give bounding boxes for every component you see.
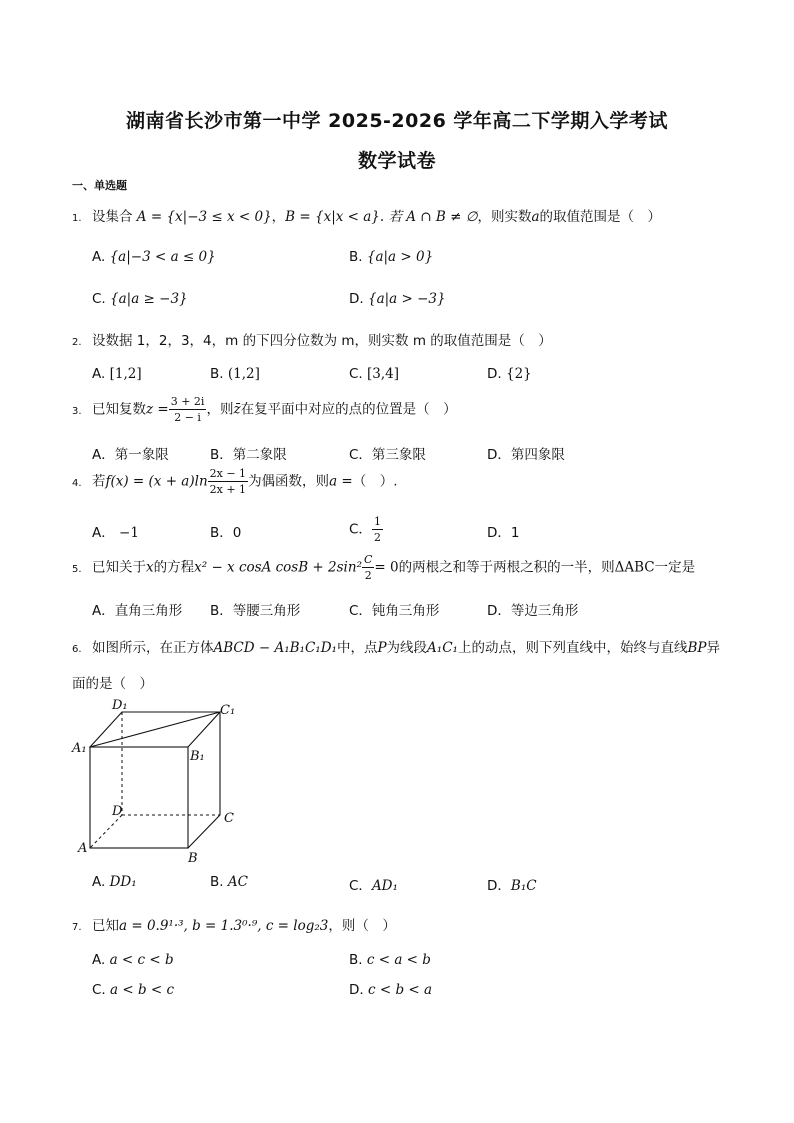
option-value: a < c < b — [109, 952, 174, 968]
q1-condition: . 若 A ∩ B ≠ ∅ — [379, 209, 478, 225]
option-value: {a|a ≥ −3} — [110, 291, 188, 307]
q1-end: 的取值范围是（ ） — [539, 209, 662, 225]
q3-pre: 已知复数 — [92, 401, 146, 418]
question-number: 4. — [72, 477, 82, 489]
option-letter: D. — [487, 366, 502, 382]
q4-fraction — [208, 466, 248, 497]
q3-zbar: z̄ — [233, 401, 241, 418]
q1-option-d[interactable] — [349, 291, 446, 307]
question-number: 7. — [72, 922, 82, 933]
q1-option-b[interactable] — [349, 249, 433, 265]
numerator: 1 — [373, 515, 381, 528]
question-1 — [72, 205, 661, 225]
question-number: 3. — [72, 405, 82, 417]
q6-cube: ABCD − A₁B₁C₁D₁ — [213, 640, 337, 656]
q6-option-a[interactable] — [92, 874, 137, 890]
q5-mid: 的方程 — [153, 559, 195, 576]
denominator: 2x + 1 — [209, 483, 247, 496]
q3-post: ，则 — [206, 401, 234, 418]
edge-ad — [90, 815, 122, 848]
cube-figure — [70, 694, 250, 866]
q3-option-d[interactable]: D．第四象限 — [487, 447, 565, 463]
q4-option-b[interactable]: B．0 — [210, 525, 242, 541]
q2-option-d[interactable] — [487, 366, 532, 382]
option-value: {a|a > −3} — [367, 291, 446, 307]
q4-option-d[interactable]: D．1 — [487, 525, 520, 541]
option-value: a < b < c — [110, 982, 175, 998]
denominator: 2 − i — [174, 411, 201, 424]
q6-segment: A₁C₁ — [427, 640, 458, 656]
label-a1: A₁ — [72, 741, 87, 756]
option-value: B₁C — [510, 878, 537, 894]
option-value: AC — [227, 874, 248, 890]
q5-end2: 一定是 — [654, 559, 696, 576]
question-5 — [72, 552, 695, 583]
question-3 — [72, 394, 457, 425]
q1-set-b: B = {x|x < a} — [285, 209, 380, 225]
q3-option-a[interactable]: A．第一象限 — [92, 447, 169, 463]
q4-pre: 若 — [92, 473, 106, 490]
q1-set-a: A = {x|−3 ≤ x < 0} — [136, 209, 272, 225]
numerator: 3 + 2i — [170, 395, 205, 408]
question-4 — [72, 466, 398, 497]
option-letter: C. — [349, 366, 363, 382]
q6-option-b[interactable] — [210, 874, 248, 890]
numerator: C — [363, 553, 373, 566]
q6-option-c[interactable] — [349, 874, 398, 894]
q6-end: 上的动点，则下列直线中，始终与直线 — [457, 640, 688, 656]
q1-pre: 设集合 — [92, 209, 133, 225]
question-number: 6. — [72, 644, 82, 655]
q1-var: a — [531, 209, 540, 225]
q6-mid2: 为线段 — [386, 640, 428, 656]
option-letter: C． — [349, 521, 372, 538]
q5-option-d[interactable]: D．等边三角形 — [487, 603, 579, 619]
option-letter: D. — [349, 291, 364, 307]
option-letter: B. — [349, 952, 363, 968]
option-value: [3,4] — [367, 366, 400, 382]
option-letter: C. — [92, 291, 106, 307]
q4-function: f(x) = (x + a)ln — [105, 473, 208, 490]
q7-end: ，则（ ） — [328, 918, 396, 934]
q3-option-b[interactable]: B．第二象限 — [210, 447, 287, 463]
label-d: D — [112, 804, 123, 819]
option-value: {a|−3 < a ≤ 0} — [109, 249, 216, 265]
q1-post: ，则实数 — [477, 209, 532, 225]
q2-option-a[interactable] — [92, 366, 142, 382]
label-c: C — [224, 811, 234, 826]
option-letter: A. — [92, 952, 106, 968]
question-6-line2: 面的是（ ） — [72, 676, 153, 692]
q6-point-p: P — [377, 640, 387, 656]
q4-a: a = — [329, 473, 353, 490]
q5-triangle: ΔABC — [614, 559, 655, 576]
option-value: {a|a > 0} — [366, 249, 434, 265]
option-value: AD₁ — [371, 878, 398, 894]
label-c1: C₁ — [220, 703, 236, 718]
q2-option-b[interactable] — [210, 366, 260, 382]
q4-option-c[interactable] — [349, 514, 383, 545]
q6-option-d[interactable] — [487, 874, 537, 894]
question-2 — [72, 329, 552, 349]
question-number: 1. — [72, 213, 82, 224]
diagonal-a1c1 — [90, 712, 220, 747]
q5-equation-end: = 0 — [374, 559, 399, 576]
q4-end: （ ）. — [352, 473, 398, 490]
option-letter: B. — [210, 366, 224, 382]
q3-z: z = — [146, 401, 169, 418]
option-letter: D． — [487, 878, 511, 894]
q6-mid: 中，点 — [336, 640, 378, 656]
q2-option-c[interactable] — [349, 366, 399, 382]
exam-subtitle: 数学试卷 — [357, 150, 436, 172]
option-letter: A. — [92, 249, 106, 265]
q7-option-d[interactable] — [349, 982, 432, 998]
q5-option-a[interactable]: A．直角三角形 — [92, 603, 183, 619]
q1-option-a[interactable] — [92, 249, 216, 265]
option-value: −1 — [119, 525, 139, 541]
q3-fraction — [169, 394, 207, 425]
option-value: {2} — [505, 366, 532, 382]
exam-title: 湖南省长沙市第一中学 2025-2026 学年高二下学期入学考试 — [126, 110, 668, 132]
option-letter: D. — [349, 982, 364, 998]
label-a: A — [78, 841, 88, 856]
q7-option-a[interactable] — [92, 952, 174, 968]
label-b1: B₁ — [190, 749, 205, 764]
question-number: 2. — [72, 337, 82, 348]
q4-post: 为偶函数，则 — [248, 473, 330, 490]
option-letter: A. — [92, 874, 106, 890]
denominator: 2 — [373, 531, 381, 544]
q5-x: x — [146, 559, 154, 576]
option-value: (1,2] — [227, 366, 260, 382]
q4-option-a[interactable] — [92, 521, 139, 541]
option-letter: B. — [349, 249, 363, 265]
q7-pre: 已知 — [92, 918, 119, 934]
q3-option-c[interactable]: C．第三象限 — [349, 447, 426, 463]
q5-pre: 已知关于 — [92, 559, 146, 576]
label-d1: D₁ — [112, 698, 128, 713]
question-7 — [72, 914, 396, 934]
q5-option-b[interactable]: B．等腰三角形 — [210, 603, 301, 619]
option-letter: B. — [210, 874, 224, 890]
q6-pre: 如图所示，在正方体 — [92, 640, 214, 656]
option-letter: A． — [92, 525, 115, 541]
option-letter: C. — [92, 982, 106, 998]
q6-end2: 异 — [706, 640, 720, 656]
q7-option-b[interactable] — [349, 952, 431, 968]
denominator: 2 — [364, 569, 372, 582]
label-b: B — [188, 851, 198, 866]
option-fraction — [372, 514, 383, 545]
q5-equation: x² − x cosA cosB + 2sin² — [194, 559, 362, 576]
q1-option-c[interactable] — [92, 291, 188, 307]
option-letter: C． — [349, 878, 372, 894]
q5-option-c[interactable]: C．钝角三角形 — [349, 603, 440, 619]
question-number: 5. — [72, 563, 82, 575]
q2-text: 设数据 1，2，3，4，m 的下四分位数为 m，则实数 m 的取值范围是（ ） — [92, 333, 552, 349]
q5-end: 的两根之和等于两根之积的一半，则 — [398, 559, 615, 576]
option-letter: A. — [92, 366, 106, 382]
option-value: c < b < a — [367, 982, 433, 998]
q3-end: 在复平面中对应的点的位置是（ ） — [240, 401, 457, 418]
q5-fraction — [362, 552, 374, 583]
option-value: c < a < b — [366, 952, 431, 968]
q1-comma: ， — [271, 209, 286, 225]
edge-bc — [188, 815, 220, 848]
q6-line-bp: BP — [687, 640, 707, 656]
question-6 — [72, 636, 720, 656]
numerator: 2x − 1 — [209, 467, 247, 480]
option-value: DD₁ — [109, 874, 137, 890]
section-heading: 一、单选题 — [72, 179, 127, 192]
q7-expression: a = 0.9¹·³, b = 1.3⁰·⁹, c = log₂3 — [119, 918, 329, 934]
option-value: [1,2] — [109, 366, 142, 382]
q7-option-c[interactable] — [92, 982, 174, 998]
